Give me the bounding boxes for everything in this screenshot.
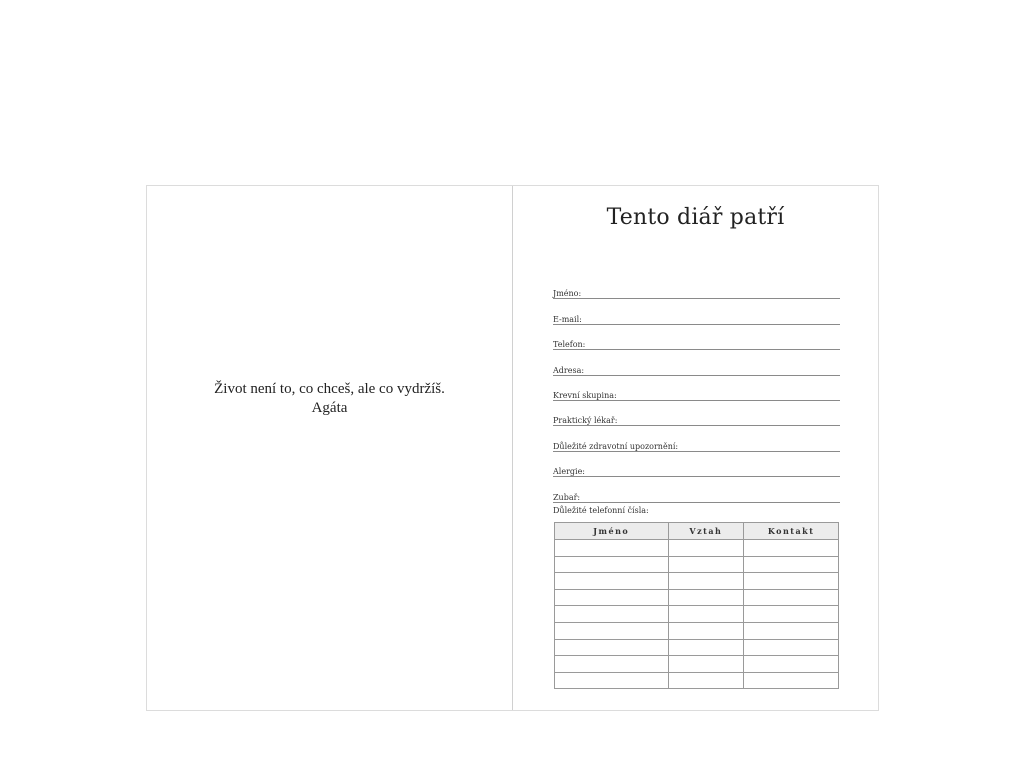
field-underline [553,502,840,503]
phones-table-body [555,540,839,689]
table-cell[interactable] [668,656,744,673]
field-dentist[interactable] [553,476,840,501]
quote-author: Agáta [311,400,348,416]
field-label: Telefon: [553,340,586,350]
table-cell[interactable] [555,656,669,673]
left-page [147,186,513,710]
column-header-contact: Kontakt [744,523,839,540]
right-page [513,186,878,710]
table-cell[interactable] [668,573,744,590]
table-row [555,622,839,639]
table-row [555,589,839,606]
table-row [555,639,839,656]
table-cell[interactable] [555,639,669,656]
table-cell[interactable] [668,672,744,689]
field-email[interactable] [553,298,840,323]
table-cell[interactable] [744,540,839,557]
table-cell[interactable] [744,556,839,573]
field-label: Krevní skupina: [553,390,617,400]
field-doctor[interactable] [553,400,840,425]
table-cell[interactable] [668,622,744,639]
table-cell[interactable] [555,589,669,606]
quote [147,380,512,418]
field-label: Jméno: [553,289,582,299]
page-title: Tento diář patří [606,205,785,230]
field-address[interactable] [553,349,840,374]
field-label: Adresa: [553,365,585,375]
table-row [555,656,839,673]
field-label: Praktický lékař: [553,416,618,426]
table-row [555,606,839,623]
table-cell[interactable] [744,656,839,673]
table-cell[interactable] [555,672,669,689]
column-header-relation: Vztah [668,523,744,540]
field-name[interactable] [553,273,840,298]
table-cell[interactable] [668,639,744,656]
quote-text: Život není to, co chceš, ale co vydržíš. [214,381,445,397]
field-label: Alergie: [553,467,586,477]
diary-spread [146,185,879,711]
field-label: E-mail: [553,314,582,324]
table-row [555,573,839,590]
table-cell[interactable] [744,639,839,656]
table-cell[interactable] [555,540,669,557]
table-row [555,556,839,573]
field-label: Důležité zdravotní upozornění: [553,441,679,451]
table-cell[interactable] [555,622,669,639]
table-cell[interactable] [744,606,839,623]
field-label: Zubař: [553,492,581,502]
table-row [555,540,839,557]
table-cell[interactable] [744,672,839,689]
owner-fields [553,273,840,502]
table-cell[interactable] [668,589,744,606]
table-cell[interactable] [668,540,744,557]
phones-table [554,522,839,689]
field-phone[interactable] [553,324,840,349]
table-header-row [555,523,839,540]
table-cell[interactable] [555,606,669,623]
field-health-notice[interactable] [553,425,840,450]
table-cell[interactable] [555,556,669,573]
table-cell[interactable] [744,622,839,639]
table-cell[interactable] [555,573,669,590]
table-cell[interactable] [668,556,744,573]
table-row [555,672,839,689]
column-header-name: Jméno [555,523,669,540]
table-cell[interactable] [668,606,744,623]
table-cell[interactable] [744,573,839,590]
table-cell[interactable] [744,589,839,606]
field-blood-type[interactable] [553,375,840,400]
field-allergies[interactable] [553,451,840,476]
phones-heading: Důležité telefonní čísla: [553,506,649,515]
